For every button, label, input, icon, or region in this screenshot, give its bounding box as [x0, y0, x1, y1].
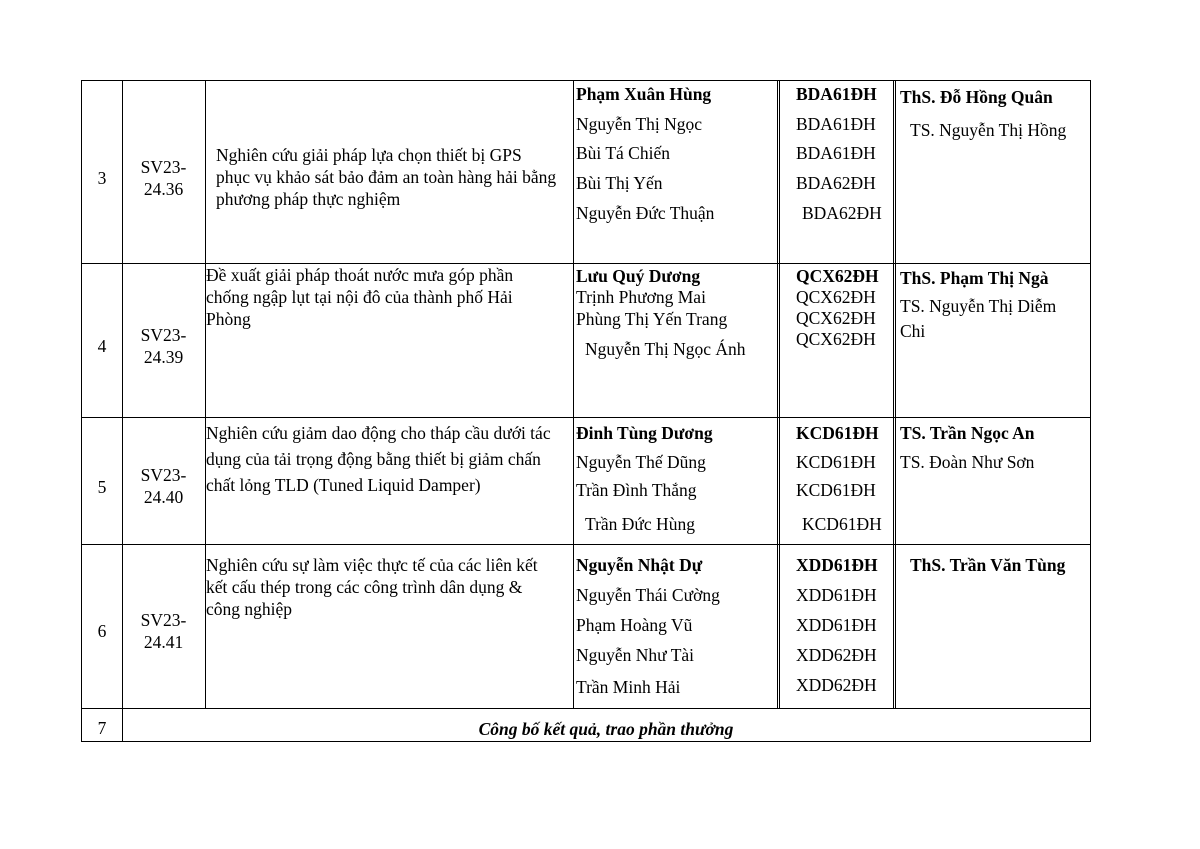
class-code: BDA61ĐH [796, 114, 876, 134]
advisor-secondary: TS. Đoàn Như Sơn [900, 452, 1035, 472]
student-name: Trần Đức Hùng [585, 514, 695, 534]
class-code: XDD62ĐH [796, 645, 877, 665]
project-code-line: 24.36 [143, 179, 184, 199]
student-name: Nguyễn Đức Thuận [576, 203, 715, 223]
final-row-text: Công bố kết quả, trao phần thưởng [478, 719, 734, 739]
project-code-line: 24.39 [143, 347, 184, 367]
class-code: XDD61ĐH [796, 615, 877, 635]
advisor-secondary: TS. Nguyễn Thị Diễm [900, 296, 1057, 316]
class-code: BDA61ĐH [796, 84, 877, 104]
class-code: QCX62ĐH [796, 266, 879, 286]
table-border-bottom [81, 741, 1091, 742]
row-divider-6-7 [81, 708, 1091, 709]
student-leader-name: Nguyễn Nhật Dự [576, 555, 703, 575]
row-number: 4 [97, 336, 107, 356]
table-border-top [81, 80, 1091, 81]
student-name: Phùng Thị Yến Trang [576, 309, 728, 329]
class-code: KCD61ĐH [802, 514, 882, 534]
class-code: BDA62ĐH [796, 173, 876, 193]
student-name: Bùi Tá Chiến [576, 143, 670, 163]
advisor-secondary: Chi [900, 321, 926, 341]
student-leader-name: Đinh Tùng Dương [576, 423, 713, 443]
column-divider-class [893, 81, 896, 709]
topic-line: Đề xuất giải pháp thoát nước mưa góp phần [206, 265, 514, 285]
project-code-line: SV23- [140, 325, 187, 345]
student-name: Trần Minh Hải [576, 677, 681, 697]
student-name: Nguyễn Như Tài [576, 645, 695, 665]
project-code-line: 24.40 [143, 487, 184, 507]
student-leader-name: Phạm Xuân Hùng [576, 84, 712, 104]
row-number: 3 [97, 168, 107, 188]
project-code-line: SV23- [140, 610, 187, 630]
class-code: XDD61ĐH [796, 555, 878, 575]
student-name: Nguyễn Thị Ngọc [576, 114, 703, 134]
class-code: QCX62ĐH [796, 287, 876, 307]
row-divider-4-5 [81, 417, 1091, 418]
project-code-line: 24.41 [143, 632, 184, 652]
row-number: 7 [97, 718, 107, 738]
student-name: Trịnh Phương Mai [576, 287, 706, 307]
class-code: XDD62ĐH [796, 675, 877, 695]
class-code: BDA61ĐH [796, 143, 876, 163]
student-name: Bùi Thị Yến [576, 173, 663, 193]
student-name: Phạm Hoàng Vũ [576, 615, 693, 635]
class-code: QCX62ĐH [796, 329, 876, 349]
column-divider-students [777, 81, 780, 709]
table-border-right [1090, 80, 1091, 742]
class-code: KCD61ĐH [796, 480, 876, 500]
row-number: 6 [97, 621, 107, 641]
column-divider-topic [573, 80, 574, 709]
row-number: 5 [97, 477, 107, 497]
topic-line: Phòng [206, 309, 251, 329]
topic-line: chất lỏng TLD (Tuned Liquid Damper) [206, 475, 481, 495]
student-name: Nguyễn Thế Dũng [576, 452, 706, 472]
advisor-secondary: TS. Nguyễn Thị Hồng [910, 120, 1067, 140]
topic-line: Nghiên cứu giảm dao động cho tháp cầu dưới tác [206, 423, 551, 443]
topic-line: Nghiên cứu giải pháp lựa chọn thiết bị GPS [216, 145, 522, 165]
class-code: KCD61ĐH [796, 452, 876, 472]
advisor-main: TS. Trần Ngọc An [900, 423, 1035, 443]
class-code: BDA62ĐH [802, 203, 882, 223]
student-name: Nguyễn Thị Ngọc Ánh [585, 339, 746, 359]
topic-line: phương pháp thực nghiệm [216, 189, 401, 209]
class-code: XDD61ĐH [796, 585, 877, 605]
student-leader-name: Lưu Quý Dương [576, 266, 701, 286]
topic-line: kết cấu thép trong các công trình dân dụng & [206, 577, 523, 597]
topic-line: phục vụ khảo sát bảo đảm an toàn hàng hải bằng [216, 167, 557, 187]
student-name: Nguyễn Thái Cường [576, 585, 720, 605]
class-code: QCX62ĐH [796, 308, 876, 328]
topic-line: Nghiên cứu sự làm việc thực tế của các liên kết [206, 555, 538, 575]
project-code-line: SV23- [140, 465, 187, 485]
topic-line: dụng của tải trọng động bằng thiết bị giảm chấn [206, 449, 541, 469]
advisor-main: ThS. Trần Văn Tùng [910, 555, 1066, 575]
class-code: KCD61ĐH [796, 423, 879, 443]
project-code-line: SV23- [140, 157, 187, 177]
row-divider-5-6 [81, 544, 1091, 545]
topic-line: công nghiệp [206, 599, 293, 619]
topic-line: chống ngập lụt tại nội đô của thành phố Hải [206, 287, 513, 307]
advisor-main: ThS. Đỗ Hồng Quân [900, 87, 1053, 107]
student-name: Trần Đình Thắng [576, 480, 697, 500]
advisor-main: ThS. Phạm Thị Ngà [900, 268, 1049, 288]
